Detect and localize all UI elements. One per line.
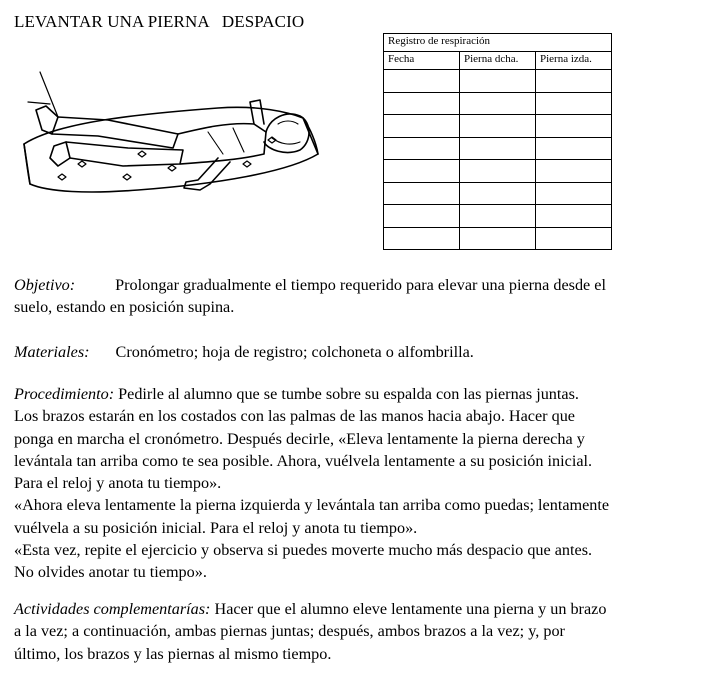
table-row bbox=[384, 182, 612, 205]
actividades-line: a la vez; a continuación, ambas piernas juntas; después, ambos brazos a la vez; y, por bbox=[14, 622, 565, 641]
breathing-record-table bbox=[383, 33, 612, 250]
table-cell bbox=[460, 160, 536, 183]
table-cell bbox=[384, 70, 460, 93]
objetivo-label: Objetivo: bbox=[14, 276, 76, 294]
table-row bbox=[384, 115, 612, 138]
table-cell bbox=[384, 92, 460, 115]
table-row bbox=[384, 160, 612, 183]
column-header-pierna-izda: Pierna izda. bbox=[536, 52, 612, 70]
table-cell bbox=[384, 205, 460, 228]
table-row bbox=[384, 92, 612, 115]
procedimiento-label: Procedimiento: bbox=[14, 385, 115, 403]
table-cell bbox=[536, 137, 612, 160]
table-cell bbox=[460, 137, 536, 160]
actividades-label: Actividades complementarías: bbox=[14, 600, 211, 618]
table-cell bbox=[536, 70, 612, 93]
procedimiento-line: «Esta vez, repite el ejercicio y observa si puedes moverte mucho más despacio que antes. bbox=[14, 541, 593, 560]
table-row bbox=[384, 227, 612, 250]
table-row bbox=[384, 137, 612, 160]
procedimiento-first-line: Pedirle al alumno que se tumbe sobre su espalda con las piernas juntas. bbox=[114, 385, 579, 403]
materiales-section bbox=[14, 341, 714, 363]
table-cell bbox=[384, 115, 460, 138]
page-title: LEVANTAR UNA PIERNA DESPACIO bbox=[14, 12, 305, 31]
table-cell bbox=[460, 92, 536, 115]
materiales-text: Cronómetro; hoja de registro; colchoneta o alfombrilla. bbox=[115, 343, 474, 361]
actividades-line: último, los brazos y las piernas al mismo tiempo. bbox=[14, 644, 332, 663]
table-cell bbox=[536, 205, 612, 228]
procedimiento-line: «Ahora eleva lentamente la pierna izquierda y levántala tan arriba como puedas; lentamente bbox=[14, 496, 610, 515]
objetivo-line: suelo, estando en posición supina. bbox=[14, 298, 235, 317]
table-cell bbox=[384, 227, 460, 250]
table-cell bbox=[536, 160, 612, 183]
materiales-label: Materiales: bbox=[14, 343, 90, 361]
table-cell bbox=[536, 115, 612, 138]
procedimiento-line: levántala tan arriba como te sea posible. Ahora, vuélvela lentamente a su posición inicial. bbox=[14, 451, 593, 470]
actividades-first-line: Hacer que el alumno eleve lentamente una pierna y un brazo bbox=[210, 600, 607, 618]
table-cell bbox=[460, 115, 536, 138]
actividades-section bbox=[14, 598, 714, 665]
table-cell bbox=[384, 160, 460, 183]
procedimiento-line: No olvides anotar tu tiempo». bbox=[14, 563, 207, 582]
person-lying-on-mat-raising-leg-icon bbox=[18, 62, 348, 200]
table-cell bbox=[460, 182, 536, 205]
table-caption: Registro de respiración bbox=[384, 34, 612, 52]
procedimiento-line: Los brazos estarán en los costados con las palmas de las manos hacia abajo. Hacer que bbox=[14, 407, 575, 426]
objetivo-line: Prolongar gradualmente el tiempo requerido para elevar una pierna desde el bbox=[115, 276, 606, 294]
column-header-fecha: Fecha bbox=[384, 52, 460, 70]
table-cell bbox=[460, 70, 536, 93]
table-row bbox=[384, 70, 612, 93]
table-row bbox=[384, 205, 612, 228]
table-cell bbox=[460, 227, 536, 250]
procedimiento-line: vuélvela a su posición inicial. Para el reloj y anota tu tiempo». bbox=[14, 518, 418, 537]
table-cell bbox=[536, 92, 612, 115]
table-cell bbox=[460, 205, 536, 228]
table-cell bbox=[536, 227, 612, 250]
table-body bbox=[384, 70, 612, 250]
procedimiento-line: Para el reloj y anota tu tiempo». bbox=[14, 474, 222, 493]
procedimiento-line: ponga en marcha el cronómetro. Después decirle, «Eleva lentamente la pierna derecha y bbox=[14, 429, 585, 448]
table-cell bbox=[384, 182, 460, 205]
objetivo-section bbox=[14, 274, 714, 319]
column-header-pierna-dcha: Pierna dcha. bbox=[460, 52, 536, 70]
procedimiento-section bbox=[14, 383, 714, 584]
table-cell bbox=[384, 137, 460, 160]
table-cell bbox=[536, 182, 612, 205]
